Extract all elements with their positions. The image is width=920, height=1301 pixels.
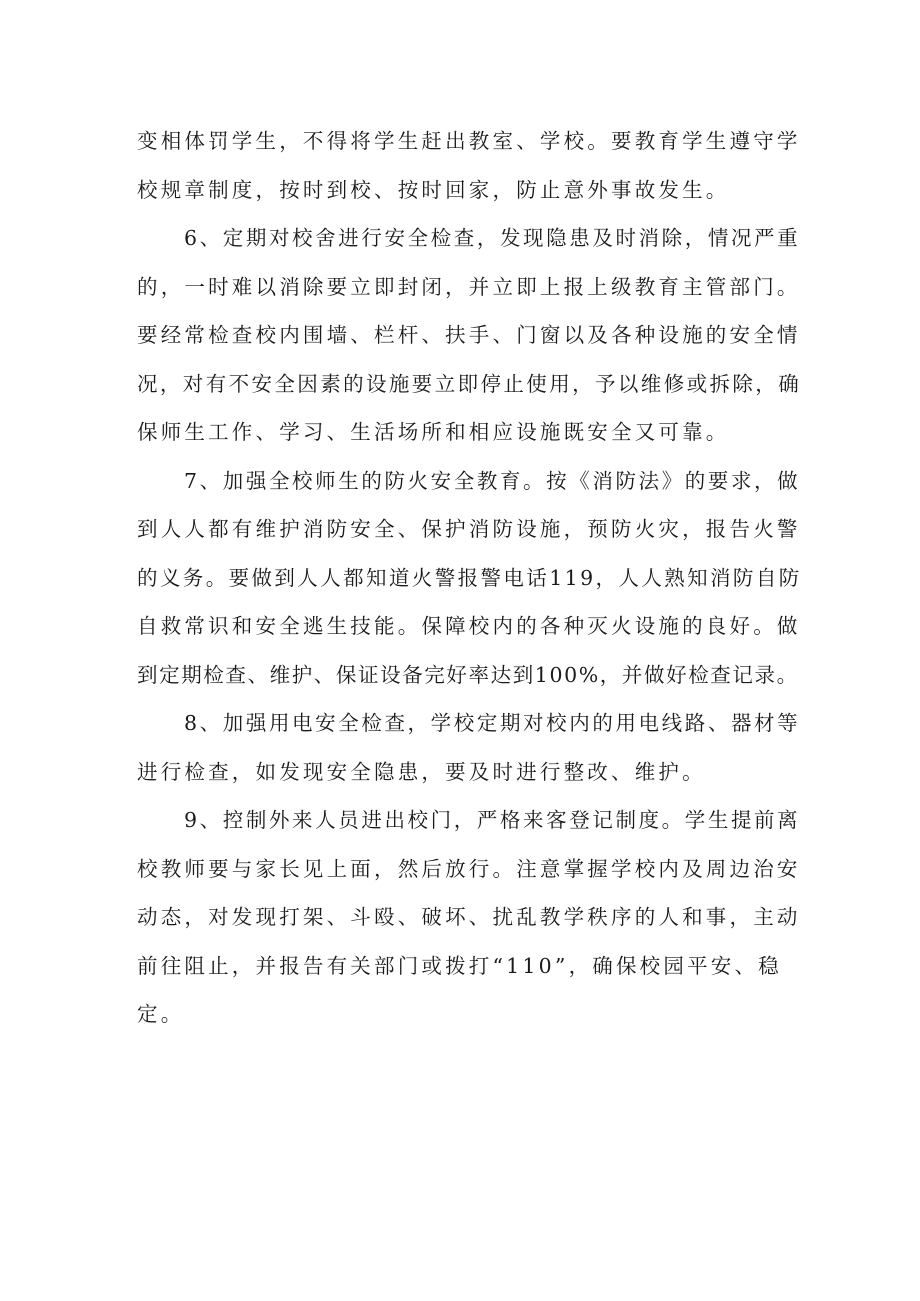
text-line: 变相体罚学生，不得将学生赶出教室、学校。要教育学生遵守学 — [137, 129, 801, 153]
text-line: 自救常识和安全逃生技能。保障校内的各种灭火设施的良好。做 — [137, 614, 801, 638]
text-line: 动态，对发现打架、斗殴、破坏、扰乱教学秩序的人和事，主动 — [137, 905, 801, 929]
text-line: 到人人都有维护消防安全、保护消防设施，预防火灾，报告火警 — [137, 517, 801, 541]
text-line: 6、定期对校舍进行安全检查，发现隐患及时消除，情况严重 — [184, 226, 801, 250]
text-line: 到定期检查、维护、保证设备完好率达到100%，并做好检查记录。 — [137, 662, 799, 687]
text-line: 前往阻止，并报告有关部门或拨打“110”，确保校园平安、稳 — [137, 953, 782, 978]
text-line: 保师生工作、学习、生活场所和相应设施既安全又可靠。 — [137, 420, 730, 444]
text-line: 定。 — [137, 1002, 185, 1026]
text-line: 校规章制度，按时到校、按时回家，防止意外事故发生。 — [137, 177, 730, 202]
paragraph-item-6 — [137, 214, 803, 457]
text-line: 进行检查，如发现安全隐患，要及时进行整改、维护。 — [137, 759, 706, 784]
text-line: 况，对有不安全因素的设施要立即停止使用，予以维修或拆除，确 — [137, 371, 802, 396]
text-line: 9、控制外来人员进出校门，严格来客登记制度。学生提前离 — [184, 808, 801, 832]
text-line: 7、加强全校师生的防火安全教育。按《消防法》的要求，做 — [184, 468, 801, 493]
text-line: 的，一时难以消除要立即封闭，并立即上报上级教育主管部门。 — [137, 274, 801, 299]
paragraph-continuation — [137, 117, 803, 214]
text-line: 要经常检查校内围墙、栏杆、扶手、门窗以及各种设施的安全情 — [137, 323, 801, 347]
paragraph-item-9 — [137, 796, 803, 1039]
paragraph-item-7 — [137, 457, 803, 700]
text-line: 8、加强用电安全检查，学校定期对校内的用电线路、器材等 — [184, 711, 801, 735]
text-line: 的义务。要做到人人都知道火警报警电话119，人人熟知消防自防 — [137, 565, 802, 590]
paragraph-item-8 — [137, 699, 803, 796]
document-body — [137, 117, 803, 1039]
text-line: 校教师要与家长见上面，然后放行。注意掌握学校内及周边治安 — [137, 856, 801, 881]
